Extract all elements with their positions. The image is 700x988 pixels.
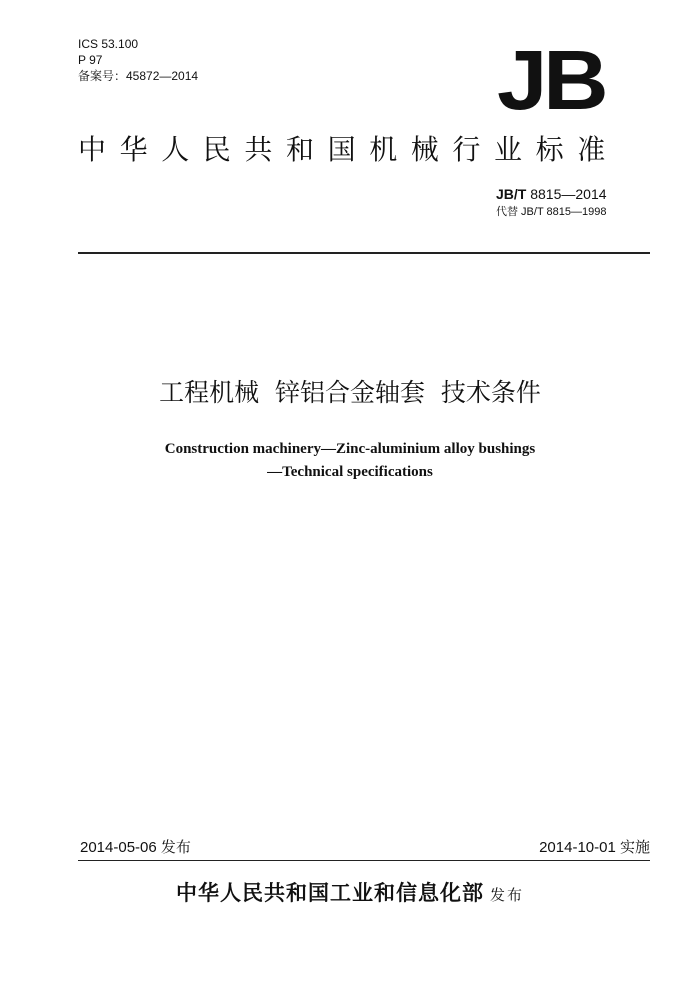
document-title-en-line1: Construction machinery—Zinc-aluminium alloy bushings [164,441,536,457]
industry-standard-title: 中华人民共和国机械行业标准 [78,133,619,166]
ccs-code: P 97 [78,53,103,67]
standard-number [496,184,616,204]
implementation-date: 2014-10-01 实施 [539,839,650,856]
document-title-en [0,438,700,484]
standard-number-block [496,184,616,220]
issuer-suffix: 发布 [489,886,524,904]
ics-code: ICS 53.100 [78,37,139,51]
document-title-cn: 工程机械 锌铝合金轴套 技术条件 [159,378,541,407]
issue-date: 2014-05-06 发布 [80,839,191,856]
top-divider [78,252,650,254]
standard-number-value: 8815—2014 [530,186,607,202]
replaces-standard: 代替 JB/T 8815—1998 [496,206,607,218]
standard-number-prefix: JB/T [496,186,527,202]
jb-logo: JB [496,33,604,127]
issuer-name: 中华人民共和国工业和信息化部 [175,881,484,905]
bottom-divider [78,860,650,861]
document-title-en-line2: —Technical specifications [267,464,433,480]
record-number: 备案号：45872—2014 [78,69,199,83]
issuer [0,878,700,910]
